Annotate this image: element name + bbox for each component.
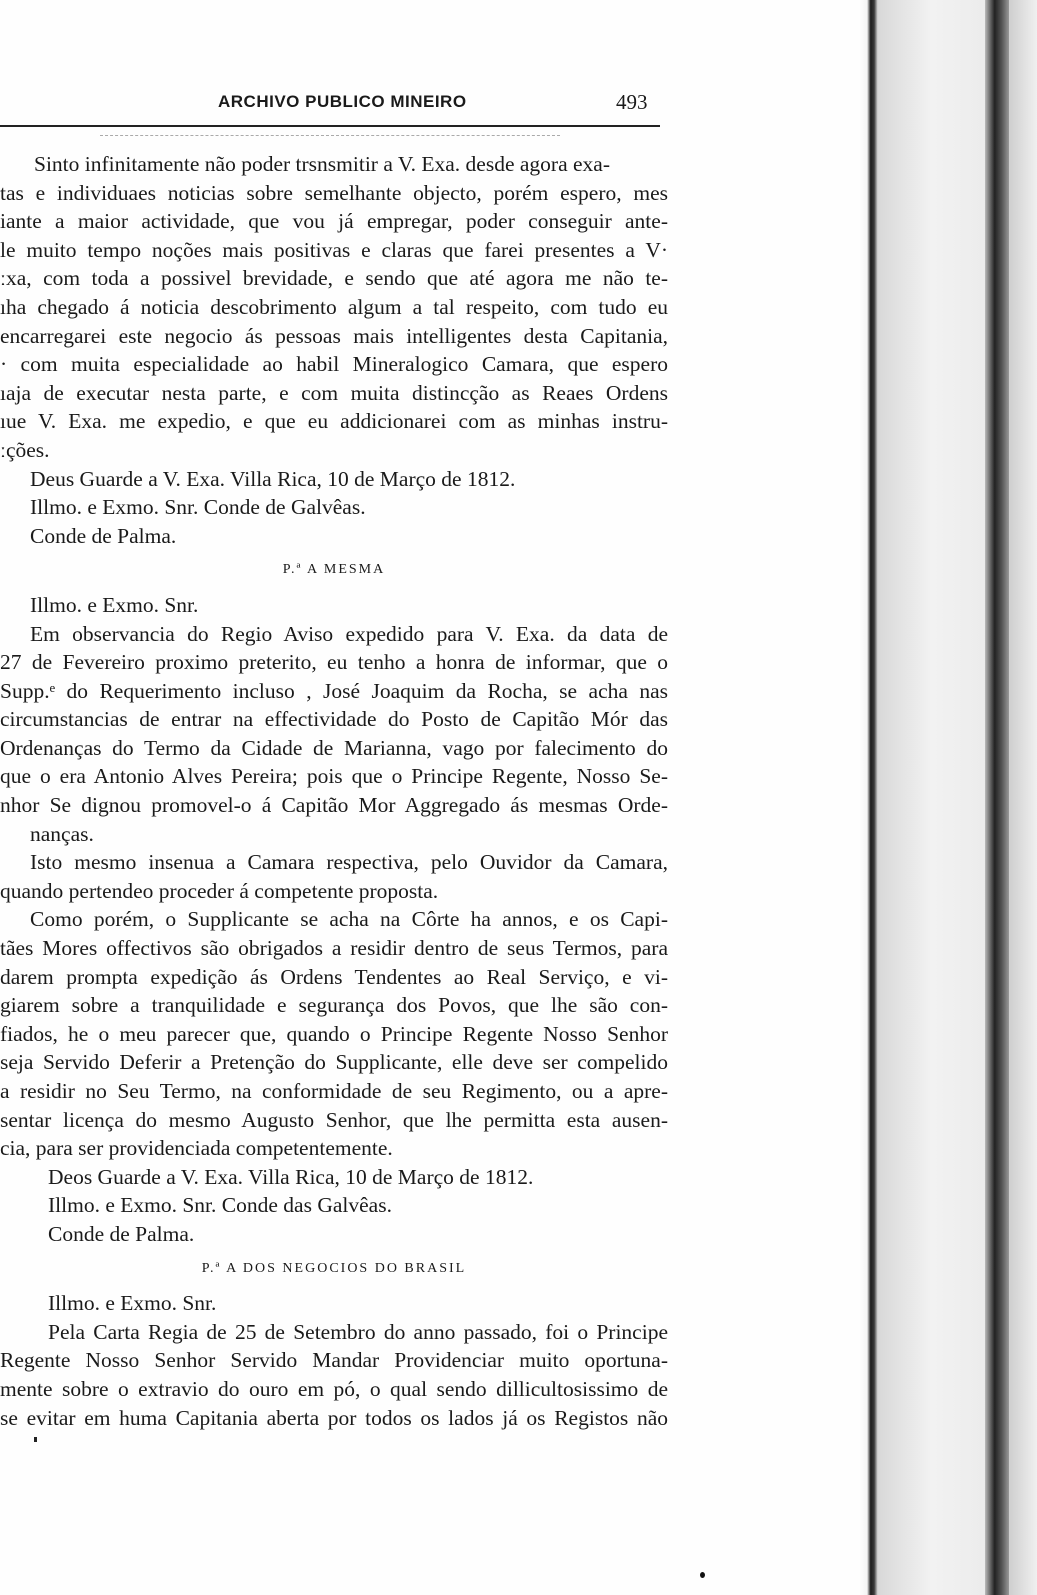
text-line: mente sobre o extravio do ouro em pó, o qual sendo dillicultosissimo de (0, 1376, 668, 1401)
text-line: Illmo. e Exmo. Snr. (30, 592, 199, 617)
text-line: · com muita especialidade ao habil Mineralogico Camara, que espero (0, 352, 668, 377)
text-line: a residir no Seu Termo, na conformidade de seu Regimento, ou a apre- (0, 1079, 668, 1103)
text-line: Conde de Palma. (30, 523, 177, 548)
section-caption: P.ª A MESMA (282, 562, 386, 578)
book-gutter-edge (860, 0, 1037, 1595)
margin-mark (34, 1437, 37, 1442)
text-line: Illmo. e Exmo. Snr. Conde de Galvêas. (30, 495, 366, 520)
text-line: circumstancias de entrar na effectividade do Posto de Capitão Mór das (0, 707, 668, 732)
text-line: ıue V. Exa. me expedio, e que eu addicionarei com as minhas instru- (0, 409, 668, 434)
text-line: nhor Se dignou promovel-o á Capitão Mor Aggregado ás mesmas Orde- (0, 793, 668, 818)
text-line: Como porém, o Supplicante se acha na Côrte ha annos, e os Capi- (30, 907, 668, 932)
ink-dot (700, 1572, 705, 1578)
text-line: 27 de Fevereiro proximo preterito, eu tenho a honra de informar, que o (0, 650, 668, 675)
text-line: ːxa, com toda a possivel brevidade, e sendo que até agora me não te- (0, 266, 668, 291)
text-line: Deus Guarde a V. Exa. Villa Rica, 10 de Março de 1812. (30, 466, 516, 491)
text-line: seja Servido Deferir a Pretenção do Supplicante, elle deve ser compelido (0, 1050, 668, 1075)
text-line: tas e individuaes noticias sobre semelhante objecto, porém espero, mes (0, 180, 668, 205)
text-line: nanças. (30, 821, 94, 846)
text-line: ːções. (0, 437, 50, 462)
text-line: ıha chegado á noticia descobrimento algum a tal respeito, com tudo eu (0, 294, 668, 319)
text-line: Regente Nosso Senhor Servido Mandar Providenciar muito oportuna- (0, 1348, 668, 1373)
text-line: Sinto infinitamente não poder trsnsmitir a V. Exa. desde agora exa- (34, 152, 610, 176)
text-line: fiados, he o meu parecer que, quando o Principe Regente Nosso Senhor (0, 1021, 668, 1046)
text-line: tães Mores offectivos são obrigados a residir dentro de seus Termos, para (0, 936, 668, 961)
text-line: Illmo. e Exmo. Snr. (48, 1291, 217, 1316)
text-line: le muito tempo noções mais positivas e claras que farei presentes a V· (0, 237, 668, 262)
running-title: ARCHIVO PUBLICO MINEIRO (218, 92, 467, 111)
text-line: Pela Carta Regia de 25 de Setembro do anno passado, foi o Principe (48, 1319, 668, 1344)
document-body (0, 150, 668, 1432)
text-line: Ordenanças do Termo da Cidade de Marianna, vago por falecimento do (0, 735, 668, 760)
text-line: cia, para ser providenciada competentemente. (0, 1136, 393, 1161)
text-line: giarem sobre a tranquilidade e segurança dos Povos, que lhe são con- (0, 993, 668, 1018)
text-line: darem prompta expedição ás Ordens Tendentes ao Real Serviço, e vi- (0, 964, 668, 989)
text-line: Conde de Palma. (48, 1221, 195, 1246)
text-line: se evitar em huma Capitania aberta por todos os lados já os Registos não (0, 1405, 668, 1430)
page-number: 493 (616, 90, 648, 114)
text-line: quando pertendeo proceder á competente proposta. (0, 878, 439, 903)
text-line: Supp.ᵉ do Requerimento incluso , José Joaquim da Rocha, se acha nas (0, 678, 668, 703)
text-line: sentar licença do mesmo Augusto Senhor, que lhe permitta esta ausen- (0, 1107, 668, 1132)
header-rule (0, 125, 660, 127)
header-rule-faint (100, 135, 560, 136)
text-line: Illmo. e Exmo. Snr. Conde das Galvêas. (48, 1193, 392, 1218)
text-line: ıaja de executar nesta parte, e com muita distincção as Reaes Ordens (0, 380, 668, 405)
text-line: iante a maior actividade, que vou já empregar, poder conseguir ante- (0, 209, 668, 234)
text-line: encarregarei este negocio ás pessoas mais intelligentes desta Capitania, (0, 323, 668, 348)
text-line: que o era Antonio Alves Pereira; pois que o Principe Regente, Nosso Se- (0, 764, 668, 789)
text-line: Isto mesmo insenua a Camara respectiva, pelo Ouvidor da Camara, (30, 850, 668, 875)
text-line: Em observancia do Regio Aviso expedido para V. Exa. da data de (30, 621, 668, 646)
section-caption: P.ª A DOS NEGOCIOS DO BRASIL (201, 1260, 467, 1276)
text-line: Deos Guarde a V. Exa. Villa Rica, 10 de Março de 1812. (48, 1164, 534, 1189)
page-header (0, 92, 660, 122)
